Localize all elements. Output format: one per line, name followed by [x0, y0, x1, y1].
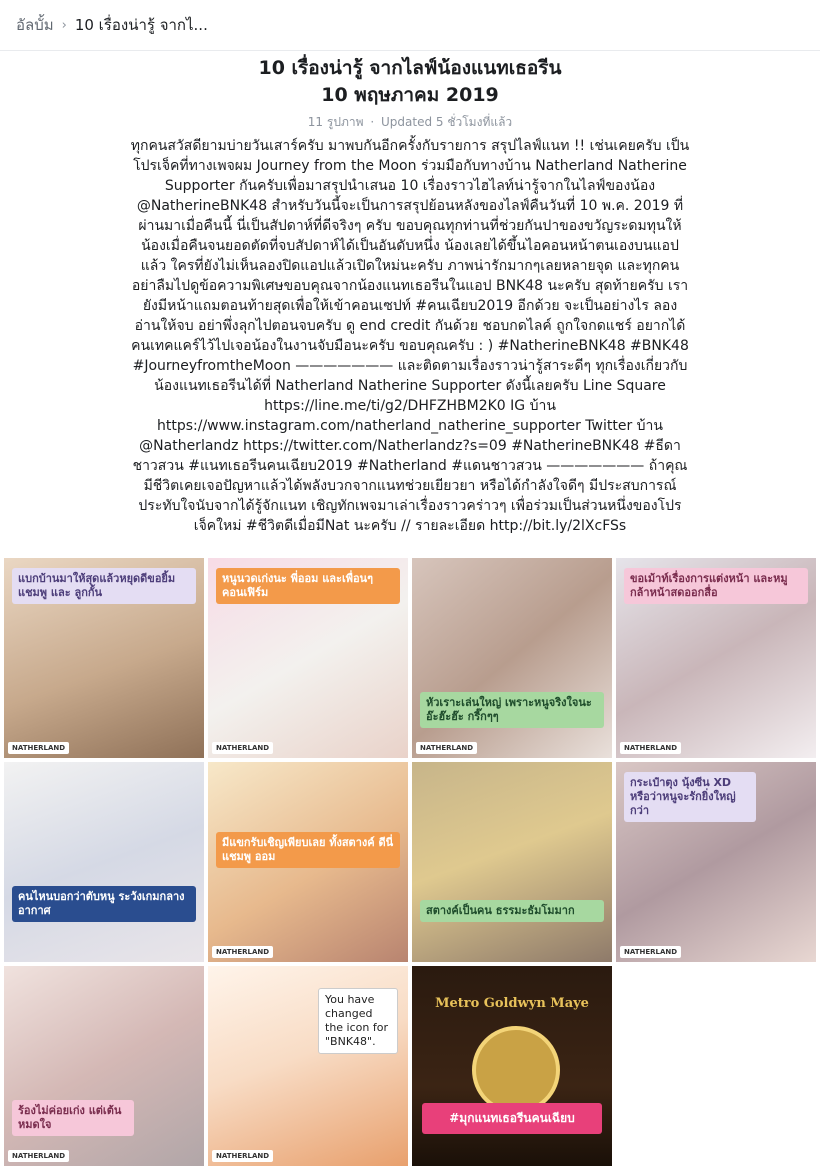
album-title	[0, 55, 820, 109]
album-header	[0, 51, 820, 536]
chevron-right-icon: ›	[61, 17, 67, 33]
breadcrumb-current: 10 เรื่องน่ารู้ จากไ...	[74, 16, 208, 34]
breadcrumb-albums-link[interactable]: อัลบั้ม	[16, 16, 54, 34]
photo-thumbnail-11[interactable]	[412, 966, 612, 1166]
photo-caption: You have changed the icon for "BNK48".	[318, 988, 398, 1054]
photo-thumbnail-5[interactable]	[4, 762, 204, 962]
photo-caption: หัวเราะเล่นใหญ่ เพราะหนูจริงใจนะ อ๊ะฮ๊ะฮ๊ะ กรี๊กๆๆ	[420, 692, 604, 728]
photo-caption: แบกบ้านมาให้สุดแล้วหยุดดีขอยิ้มแชมพู และ ลูกกั้น	[12, 568, 196, 604]
photo-thumbnail-3[interactable]	[412, 558, 612, 758]
photo-thumbnail-4[interactable]	[616, 558, 816, 758]
photo-grid	[4, 558, 816, 1166]
photo-caption: คนไหนบอกว่าตับหนู ระวังเกมกลางอากาศ	[12, 886, 196, 922]
natherland-logo: NATHERLAND	[212, 1150, 273, 1162]
photo-caption: ขอเม้าท์เรื่องการแต่งหน้า และหมูกล้าหน้าสดออกสื่อ	[624, 568, 808, 604]
album-title-line1: 10 เรื่องน่ารู้ จากไลฟ์น้องแนทเธอรีน	[258, 57, 562, 79]
natherland-logo: NATHERLAND	[8, 742, 69, 754]
photo-top-text: Metro Goldwyn Maye	[435, 996, 589, 1011]
breadcrumb	[0, 0, 820, 51]
natherland-logo: NATHERLAND	[620, 742, 681, 754]
photo-thumbnail-8[interactable]	[616, 762, 816, 962]
photo-thumbnail-1[interactable]	[4, 558, 204, 758]
lion-emblem-icon	[472, 1026, 560, 1114]
updated-time[interactable]: Updated 5 ชั่วโมงที่แล้ว	[381, 115, 513, 129]
photo-thumbnail-7[interactable]	[412, 762, 612, 962]
photo-caption: สตางค์เป็นคน ธรรมะธัมโมมาก	[420, 900, 604, 922]
natherland-logo: NATHERLAND	[212, 946, 273, 958]
photo-thumbnail-2[interactable]	[208, 558, 408, 758]
photo-count: 11 รูปภาพ	[307, 115, 364, 129]
photo-caption: หนูนวดเก่งนะ พี่ออม และเพื่อนๆ คอนเฟิร์ม	[216, 568, 400, 604]
photo-caption: #มุกแนทเธอรีนคนเฉียบ	[422, 1103, 602, 1134]
photo-caption: มีแขกรับเชิญเพียบเลย ทั้งสตางค์ ดีนี่ แชมพู ออม	[216, 832, 400, 868]
natherland-logo: NATHERLAND	[620, 946, 681, 958]
album-meta: 11 รูปภาพ · Updated 5 ชั่วโมงที่แล้ว	[307, 115, 513, 129]
photo-caption: ร้องไม่ค่อยเก่ง แต่เต้นหมดใจ	[12, 1100, 134, 1136]
natherland-logo: NATHERLAND	[212, 742, 273, 754]
photo-caption: กระเป๋าตุง นุ้งซีน XD หรือว่าหนูจะรักยิ่งใหญ่กว่า	[624, 772, 756, 822]
natherland-logo: NATHERLAND	[8, 1150, 69, 1162]
album-description: ทุกคนสวัสดียามบ่ายวันเสาร์ครับ มาพบกันอีกครั้งกับรายการ สรุปไลฟ์แนท !! เช่นเคยครับ เป็นโปรเจ็คที่ทางเพจผม Journey from the Moon ร่วมมือกับทางบ้าน Natherland Natherine Supporter กันครับเพื่อมาสรุปนำเสนอ 10 เรื่องราวไฮไลท์น่ารู้จากในไลฟ์ของน้อง @NatherineBNK48 สำหรับวันนี้จะเป็นการสรุปย้อนหลังของไลฟ์คืนวันที่ 10 พ.ค. 2019 ที่ผ่านมาเมื่อคืนนี้ นี่เป็นสัปดาห์ที่ดีจริงๆ ครับ ขอบคุณทุกท่านที่ช่วยกันปาของขวัญระดมทุนให้น้องเมื่อคืนจนยอดตัดที่จบสัปดาห์ได้เป็นอันดับหนึ่ง น้องเลยได้ขึ้นไอคอนหน้าตนเองบนแอปแล้ว ใครที่ยังไม่เห็นลองปิดแอปแล้วเปิดใหม่นะครับ ภาพน่ารักมากๆเลยหลายจุด และทุกคนอย่าลืมไปดูข้อความพิเศษขอบคุณจากน้องแนทเธอรีนในแอป BNK48 นะครับ สุดท้ายครับ เรายังมีหน้าแถมตอนท้ายสุดเพื่อให้เข้าคอนเซปท์ #คนเฉียบ2019 อีกด้วย จะเป็นอย่างไร ลองอ่านให้จบ อย่าพึ่งลุกไปตอนจบครับ ดู end credit กันด้วย ชอบกดไลค์ ถูกใจกดแชร์ อยากได้คนเทคแคร์ไว้ไปเจอน้องในงานจับมือนะครับ ขอบคุณครับ : ) #NatherineBNK48 #BNK48 #JourneyfromtheMoon ——————— และติดตามเรื่องราวน่ารู้สาระดีๆ ทุกเรื่องเกี่ยวกับน้องแนทเธอรีนได้ที่ Natherland Natherine Supporter ดังนี้เลยครับ Line Square https://line.me/ti/g2/DHFZHBM2K0 IG บ้าน https://www.instagram.com/natherland_natherine_supporter Twitter บ้าน @Natherlandz https://twitter.com/Natherlandz?s=09 #NatherineBNK48 #ธีดาชาวสวน #แนทเธอรีนคนเฉียบ2019 #Natherland #แดนชาวสวน ——————— ถ้าคุณมีชีวิตเคยเจอปัญหาแล้วได้พลังบวกจากแนทช่วยเยียวยา หรือได้กำลังใจดีๆ มีประสบการณ์ประทับใจนับจากได้รู้จักแนท เชิญทักเพจมาเล่าเรื่องราวคร่าวๆ เพื่อร่วมเป็นส่วนหนึ่งของโปรเจ็คใหม่ #ชีวิตดีเมื่อมีNat นะครับ // รายละเอียด http://bit.ly/2lXcFSs	[130, 138, 690, 534]
photo-thumbnail-9[interactable]	[4, 966, 204, 1166]
photo-thumbnail-10[interactable]	[208, 966, 408, 1166]
natherland-logo: NATHERLAND	[416, 742, 477, 754]
photo-thumbnail-6[interactable]	[208, 762, 408, 962]
album-title-line2: 10 พฤษภาคม 2019	[321, 84, 499, 106]
